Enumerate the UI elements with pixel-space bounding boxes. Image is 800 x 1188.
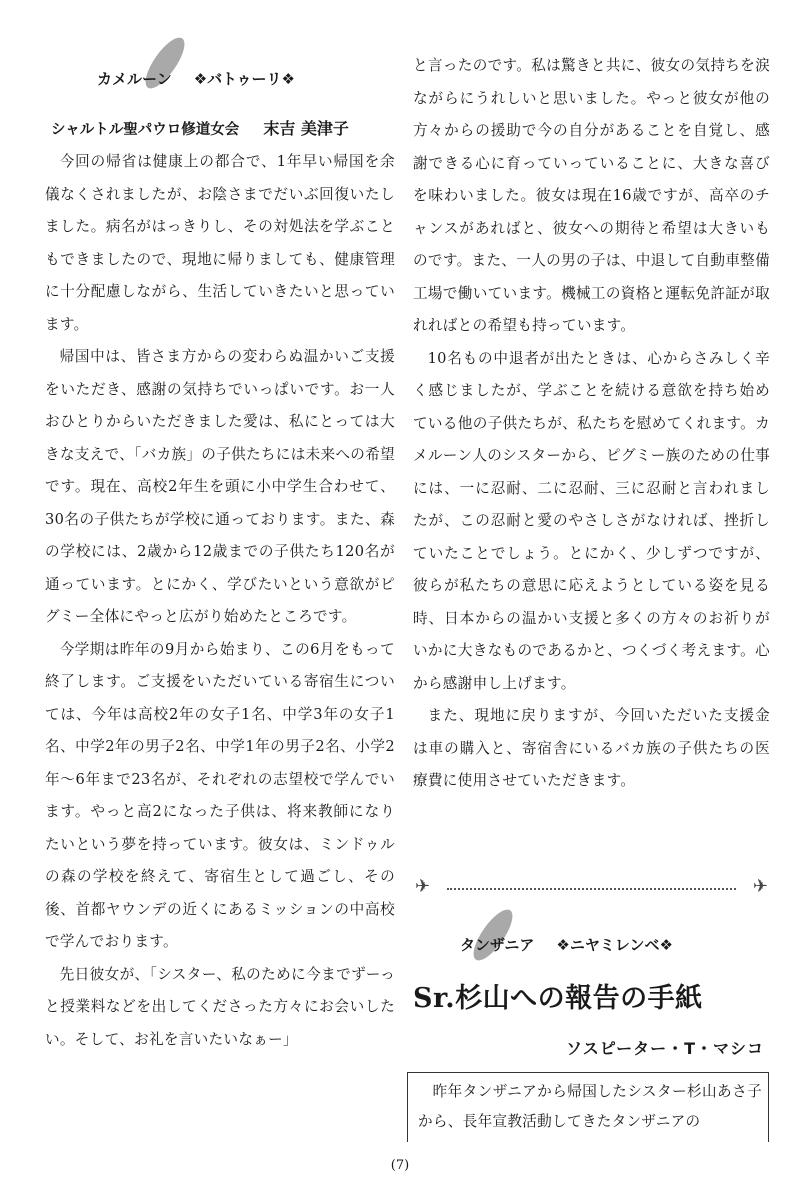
intro-text: 昨年タンザニアから帰国したシスター杉山あさ子から、長年宣教活動してきたタンザニアの: [418, 1083, 762, 1130]
organization-name: シャルトル聖パウロ修道女会: [51, 122, 240, 138]
paragraph: 今回の帰省は健康上の都合で、1年早い帰国を余儀なくされましたが、お陰さまでだいぶ回復いたしました。病名がはっきりし、その対処法を学ぶこともできましたので、現地に帰りましても、健康管理に十分配慮しながら、生活していきたいと思っています。: [45, 153, 395, 333]
region-place: ❖ニヤミレンベ❖: [556, 936, 673, 954]
article-title: Sr.杉山への報告の手紙: [413, 983, 703, 1014]
region-place: ❖バトゥーリ❖: [193, 70, 295, 88]
region-label: カメルーン: [97, 70, 172, 88]
region-heading-tanzania: [460, 934, 673, 955]
paragraph: 先日彼女が、「シスター、私のために今までずーっと授業料などを出してくださった方々にお会いしたい。そして、お礼を言いたいなぁー」: [45, 965, 395, 1048]
right-body-text: [413, 50, 770, 798]
dotted-rule: [447, 888, 736, 890]
paragraph: また、現地に戻りますが、今回いただいた支援金は車の購入と、寄宿舎にいるバカ族の子供たちの医療費に使用させていただきます。: [413, 707, 770, 789]
article-author: ソスピーター・T・マシコ: [566, 1039, 764, 1058]
section-divider: [413, 878, 770, 898]
author-name: 末吉 美津子: [263, 119, 349, 138]
paragraph: 今学期は昨年の9月から始まり、この6月をもって終了します。ご支援をいただいている寄宿生については、今年は高校2年の女子1名、中学3年の女子1名、中学2年の男子2名、中学1年の男子2名、小学2年～6年まで23名が、それぞれの志望校で学んでいます。やっと高2になった子供は、将来教師になりたいという夢を持っています。彼女は、ミンドゥルの森の学校を終えて、寄宿生として過ごし、その後、首都ヤウンデの近くにあるミッションの中高校で学んでおります。: [45, 640, 395, 950]
left-body-text: [45, 146, 395, 1056]
paragraph: 帰国中は、皆さま方からの変わらぬ温かいご支援をいただき、感謝の気持ちでいっぱいです。お一人おひとりからいただきました愛は、私にとっては大きな支えで、「バカ族」の子供たちには未来への希望です。現在、高校2年生を頭に小中学生合わせて、30名の子供たちが学校に通っております。また、森の学校には、2歳から12歳までの子供たち120名が通っています。とにかく、学びたいという意欲がピグミー全体にやっと広がり始めたところです。: [45, 348, 395, 625]
paragraph-continued: と言ったのです。私は驚きと共に、彼女の気持ちを涙ながらにうれしいと思いました。やっと彼女が他の方々からの援助で今の自分があることを自覚し、感謝できる心に育っていっていることに、大きな喜びを味わいました。彼女は現在16歳ですが、高卒のチャンスがあればと、彼女への期待と希望は大きいものです。また、一人の男の子は、中退して自動車整備工場で働いています。機械工の資格と運転免許証が取れればとの希望も持っています。: [413, 57, 770, 334]
region-heading-cameroon: [97, 68, 295, 89]
author-byline: [51, 116, 349, 139]
page-number: (7): [390, 1158, 410, 1173]
paragraph: 10名もの中退者が出たときは、心からさみしく辛く感じましたが、学ぶことを続ける意欲を持ち始めている他の子供たちが、私たちを慰めてくれます。カメルーン人のシスターから、ピグミー族のための仕事には、一に忍耐、二に忍耐、三に忍耐と言われましたが、この忍耐と愛のやさしさがなければ、挫折していたことでしょう。とにかく、少しずつですが、彼らが私たちの意思に応えようとしている姿を見る時、日本からの温かい支援と多くの方々のお祈りがいかに大きなものであるかと、つくづく考えます。心から感謝申し上げます。: [413, 349, 770, 692]
airplane-icon: ✈: [752, 876, 768, 897]
intro-box: [407, 1072, 769, 1142]
airplane-icon: ✈: [415, 876, 431, 897]
region-label: タンザニア: [460, 936, 535, 954]
